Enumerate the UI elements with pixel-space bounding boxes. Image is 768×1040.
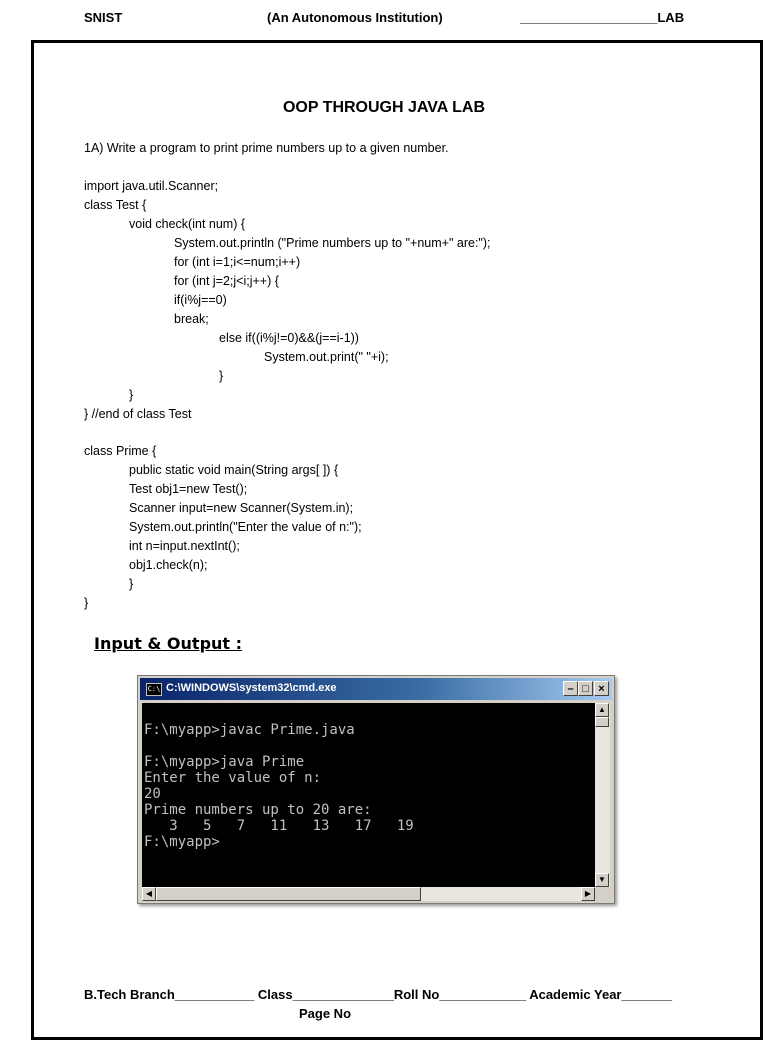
page-number-label: Page No [299,1006,352,1021]
console-line: F:\myapp> [144,834,220,850]
console-line: F:\myapp>java Prime [144,754,305,770]
code-line: for (int j=2;j<i;j++) { [174,274,279,288]
minimize-button[interactable]: – [563,681,578,696]
question-text: 1A) Write a program to print prime numbers up to a given number. [84,141,449,155]
scroll-up-arrow-icon[interactable]: ▲ [595,703,609,717]
header-institute-code: SNIST [84,10,123,25]
vertical-scroll-thumb[interactable] [595,717,609,727]
console-line: Prime numbers up to 20 are: [144,802,372,818]
code-line: class Prime { [84,444,157,458]
code-line: System.out.println ("Prime numbers up to "+num+" are:"); [174,236,491,250]
header-institution-type: (An Autonomous Institution) [267,10,443,25]
maximize-button[interactable]: □ [578,681,593,696]
console-line: Enter the value of n: [144,770,322,786]
scroll-down-arrow-icon[interactable]: ▼ [595,873,609,887]
close-button[interactable]: × [594,681,609,696]
code-line: } //end of class Test [84,407,192,421]
console-output[interactable] [142,703,595,887]
code-line: System.out.print(" "+i); [264,350,389,364]
horizontal-scroll-thumb[interactable] [156,887,421,901]
scroll-right-arrow-icon[interactable]: ▶ [581,887,595,901]
code-line: Test obj1=new Test(); [129,482,248,496]
code-line: Scanner input=new Scanner(System.in); [129,501,354,515]
page-title: OOP THROUGH JAVA LAB [282,99,486,116]
io-heading: Input & Output : [94,634,243,653]
code-line: class Test { [84,198,147,212]
code-line: int n=input.nextInt(); [129,539,240,553]
console-line: 20 [144,786,161,802]
cmd-window-icon: C:\ [146,683,162,696]
code-line: import java.util.Scanner; [84,179,219,193]
horizontal-scrollbar[interactable] [142,887,595,901]
scroll-left-arrow-icon[interactable]: ◀ [142,887,156,901]
cmd-titlebar[interactable] [140,678,612,700]
code-line: for (int i=1;i<=num;i++) [174,255,301,269]
header-lab-name: ___________________LAB [520,10,685,25]
code-line: else if((i%j!=0)&&(j==i-1)) [219,331,359,345]
code-line: void check(int num) { [129,217,246,231]
code-line: obj1.check(n); [129,558,208,572]
cmd-window [137,675,615,904]
code-line: } [129,577,134,591]
code-line: System.out.println("Enter the value of n:"); [129,520,362,534]
footer-fields: B.Tech Branch___________ Class______________Roll No____________ Academic Year_______ [84,987,673,1002]
code-line: } [84,596,89,610]
console-line: F:\myapp>javac Prime.java [144,722,355,738]
code-line: } [129,388,134,402]
cmd-window-title: C:\WINDOWS\system32\cmd.exe [166,682,337,694]
console-line: 3 5 7 11 13 17 19 [144,818,414,834]
code-line: if(i%j==0) [174,293,227,307]
code-line: } [219,369,224,383]
code-line: public static void main(String args[ ]) { [129,463,339,477]
code-line: break; [174,312,209,326]
vertical-scrollbar[interactable] [595,703,610,887]
